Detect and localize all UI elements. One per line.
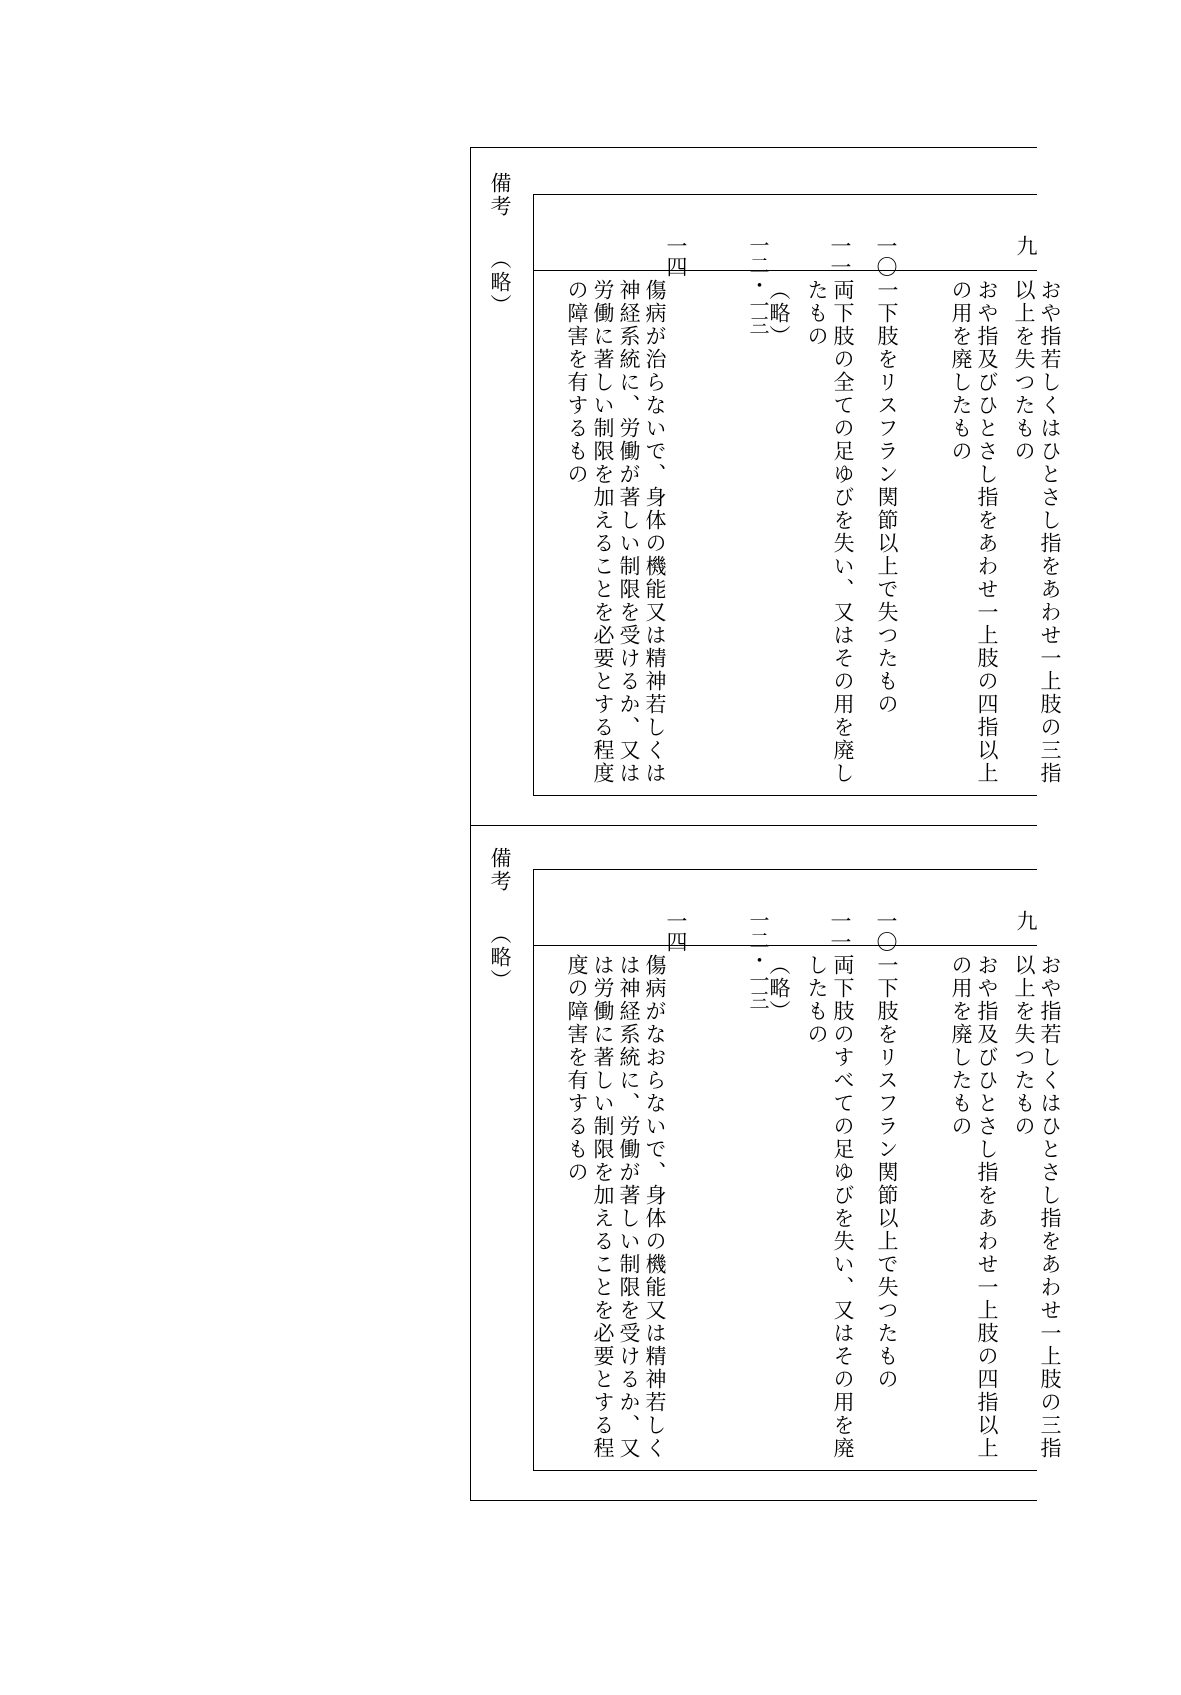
table-row <box>872 195 899 795</box>
table-section-new <box>470 147 1062 826</box>
biko-label <box>485 172 515 317</box>
table-row <box>565 870 689 1470</box>
row-text: おや指若しくはひとさし指をあわせ一上肢の三指以上を失つたもの <box>1012 954 1062 1460</box>
table-section-old <box>470 823 1062 1501</box>
table-row <box>805 870 855 1470</box>
row-text: （略） <box>767 279 791 348</box>
table-row <box>872 870 899 1470</box>
row-number: 九 <box>1014 910 1038 931</box>
biko-text: 備考 <box>488 847 512 893</box>
table-row <box>1012 195 1062 795</box>
table-row <box>744 195 791 795</box>
row-number: 一二・一三 <box>746 910 770 1010</box>
row-text: 両下肢の全ての足ゆびを失い、又はその用を廃したもの <box>805 279 855 785</box>
row-text: 一下肢をリスフラン関節以上で失つたもの <box>875 954 899 1391</box>
table-body <box>533 869 1062 1471</box>
row-number: 一〇 <box>874 235 898 277</box>
row-number: 一二・一三 <box>746 235 770 335</box>
biko-ryaku: （略） <box>488 248 512 317</box>
row-text: 一下肢をリスフラン関節以上で失つたもの <box>875 279 899 716</box>
row-number: 一一 <box>828 910 852 952</box>
table-body <box>533 194 1062 796</box>
row-text: 傷病が治らないで、身体の機能又は精神若しくは神経系統に、労働が著しい制限を受けるか、又は労働に著しい制限を加えることを必要とする程度の障害を有するもの <box>565 279 667 785</box>
row-text: 傷病がなおらないで、身体の機能又は精神若しくは神経系統に、労働が著しい制限を受けるか、又は労働に著しい制限を加えることを必要とする程度の障害を有するもの <box>565 954 667 1460</box>
biko-label <box>485 847 515 992</box>
row-text: （略） <box>767 954 791 1023</box>
table-row <box>948 195 999 795</box>
row-text: 両下肢のすべての足ゆびを失い、又はその用を廃したもの <box>805 954 855 1460</box>
biko-text: 備考 <box>488 172 512 218</box>
biko-ryaku: （略） <box>488 923 512 992</box>
row-text: おや指及びひとさし指をあわせ一上肢の四指以上の用を廃したもの <box>949 279 999 785</box>
table-row <box>565 195 689 795</box>
row-number: 九 <box>1014 235 1038 256</box>
row-number: 一四 <box>664 910 688 952</box>
table-row <box>744 870 791 1470</box>
table-row <box>805 195 855 795</box>
table-row <box>948 870 999 1470</box>
row-number: 一四 <box>664 235 688 277</box>
row-text: おや指及びひとさし指をあわせ一上肢の四指以上の用を廃したもの <box>949 954 999 1460</box>
row-number: 一一 <box>828 235 852 277</box>
row-text: おや指若しくはひとさし指をあわせ一上肢の三指以上を失つたもの <box>1012 279 1062 785</box>
row-number: 一〇 <box>874 910 898 952</box>
table-row <box>1012 870 1062 1470</box>
